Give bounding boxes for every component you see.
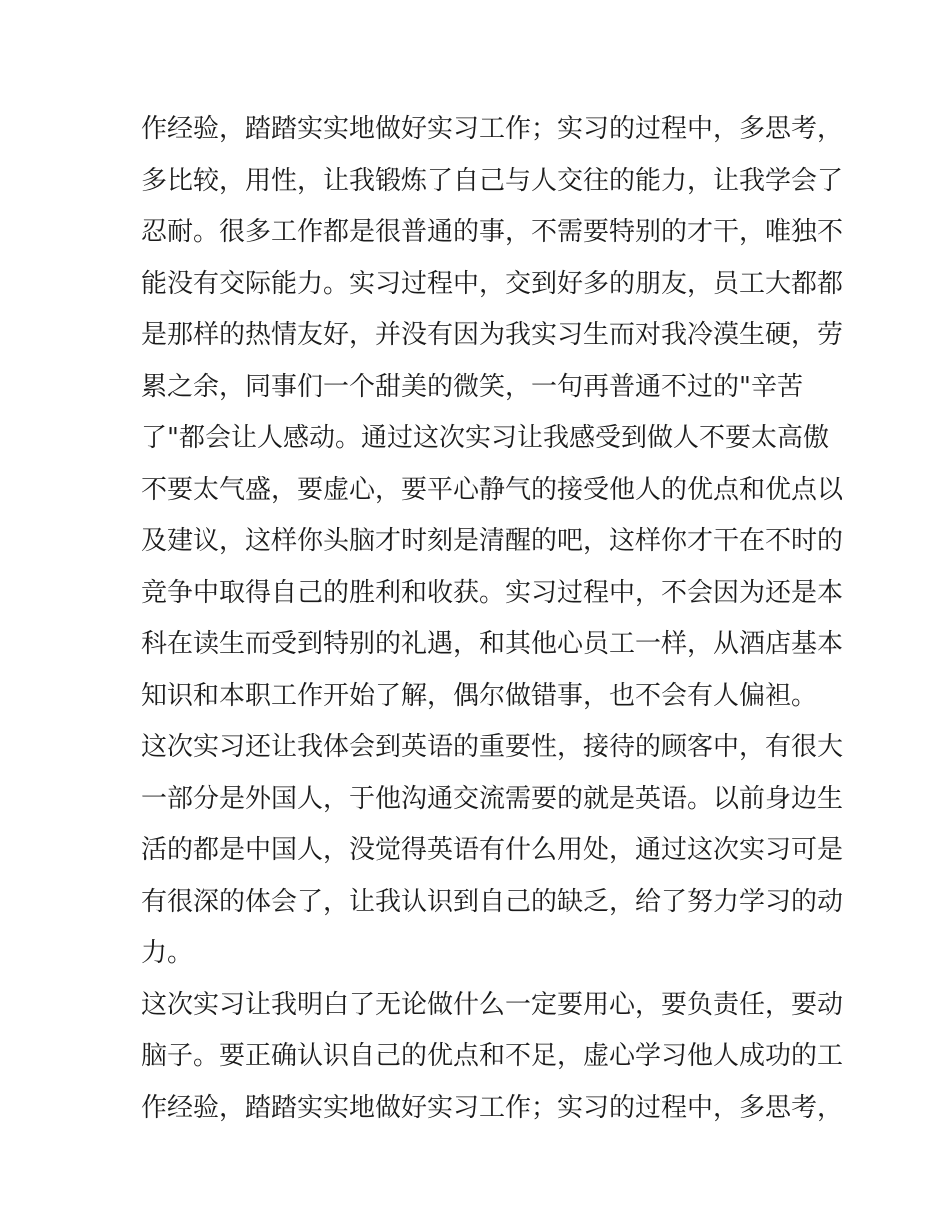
text-line: 竞争中取得自己的胜利和收获。实习过程中，不会因为还是本 [141,577,844,608]
text-line: 一部分是外国人，于他沟通交流需要的就是英语。以前身边生 [141,783,844,814]
text-line: 脑子。要正确认识自己的优点和不足，虚心学习他人成功的工 [141,1041,844,1071]
text-line: 知识和本职工作开始了解，偶尔做错事，也不会有人偏袒。 [141,680,818,711]
text-line: 能没有交际能力。实习过程中，交到好多的朋友，员工大都都 [141,268,844,299]
text-line: 这次实习让我明白了无论做什么一定要用心，要负责任，要动 [141,989,844,1020]
text-line: 作经验，踏踏实实地做好实习工作；实习的过程中，多思考， [141,1092,844,1123]
text-line: 力。 [141,938,194,968]
text-line: 这次实习还让我体会到英语的重要性，接待的顾客中，有很大 [141,732,844,762]
text-line: 多比较，用性，让我锻炼了自己与人交往的能力，让我学会了 [141,165,844,196]
text-line: 有很深的体会了，让我认识到自己的缺乏，给了努力学习的动 [141,886,844,917]
text-line: 活的都是中国人，没觉得英语有什么用处，通过这次实习可是 [141,835,844,865]
text-line: 是那样的热情友好，并没有因为我实习生而对我冷漠生硬，劳 [141,320,844,350]
body-text [141,104,844,1134]
text-line: 忍耐。很多工作都是很普通的事，不需要特别的才干，唯独不 [141,217,844,247]
text-line: 科在读生而受到特别的礼遇，和其他心员工一样，从酒店基本 [141,629,844,659]
text-line: 不要太气盛，要虚心，要平心静气的接受他人的优点和优点以 [141,474,844,505]
text-line: 了"都会让人感动。通过这次实习让我感受到做人不要太高傲 [141,423,829,453]
text-line: 及建议，这样你头脑才时刻是清醒的吧，这样你才干在不时的 [141,526,844,556]
text-line: 累之余，同事们一个甜美的微笑，一句再普通不过的"辛苦 [141,371,803,402]
text-line: 作经验，踏踏实实地做好实习工作；实习的过程中，多思考， [141,114,844,144]
